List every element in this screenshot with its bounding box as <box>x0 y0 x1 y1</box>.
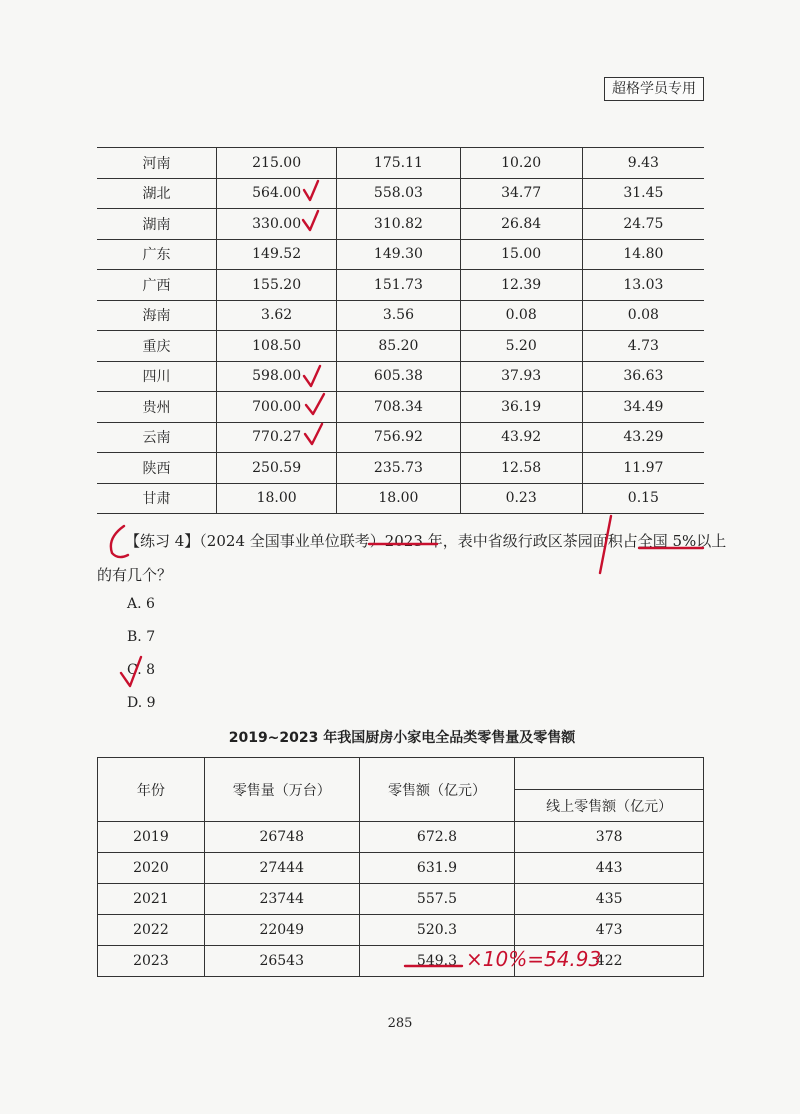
value-cell: 149.30 <box>337 239 460 270</box>
value-cell: 0.08 <box>460 300 582 331</box>
value-cell: 250.59 <box>216 453 336 484</box>
question-stem-line2: 的有几个？ <box>97 566 173 584</box>
amount-cell: 672.8 <box>359 822 515 853</box>
value-cell: 108.50 <box>216 331 336 362</box>
option-c: C. 8 <box>127 662 156 678</box>
table-row <box>97 148 704 179</box>
table-row <box>97 178 704 209</box>
province-cell: 重庆 <box>97 331 216 362</box>
value-cell: 215.00 <box>216 148 336 179</box>
online-cell: 473 <box>515 915 704 946</box>
value-cell: 36.19 <box>460 392 582 423</box>
table-row <box>98 946 704 977</box>
year-cell: 2021 <box>98 884 205 915</box>
value-cell: 0.08 <box>582 300 704 331</box>
province-cell: 贵州 <box>97 392 216 423</box>
table-header-row <box>98 758 704 790</box>
value-cell: 155.20 <box>216 270 336 301</box>
amount-cell: 549.3 <box>359 946 515 977</box>
value-cell: 31.45 <box>582 178 704 209</box>
amount-cell: 631.9 <box>359 853 515 884</box>
value-cell: 310.82 <box>337 209 460 240</box>
province-cell: 甘肃 <box>97 483 216 514</box>
value-cell: 770.27 <box>216 422 336 453</box>
table-row <box>98 853 704 884</box>
province-cell: 云南 <box>97 422 216 453</box>
header-volume: 零售量（万台） <box>204 758 359 822</box>
value-cell: 24.75 <box>582 209 704 240</box>
value-cell: 708.34 <box>337 392 460 423</box>
table-row <box>97 270 704 301</box>
value-cell: 756.92 <box>337 422 460 453</box>
value-cell: 9.43 <box>582 148 704 179</box>
value-cell: 3.62 <box>216 300 336 331</box>
year-cell: 2023 <box>98 946 205 977</box>
value-cell: 36.63 <box>582 361 704 392</box>
value-cell: 11.97 <box>582 453 704 484</box>
year-cell: 2019 <box>98 822 205 853</box>
value-cell: 3.56 <box>337 300 460 331</box>
tea-garden-table <box>97 147 704 514</box>
question-block <box>97 524 727 592</box>
volume-cell: 23744 <box>204 884 359 915</box>
online-cell: 443 <box>515 853 704 884</box>
table-row <box>97 392 704 423</box>
table-row <box>97 209 704 240</box>
province-cell: 陕西 <box>97 453 216 484</box>
value-cell: 149.52 <box>216 239 336 270</box>
answer-options <box>127 593 156 725</box>
value-cell: 10.20 <box>460 148 582 179</box>
province-cell: 四川 <box>97 361 216 392</box>
header-amount: 零售额（亿元） <box>359 758 515 822</box>
value-cell: 14.80 <box>582 239 704 270</box>
usage-stamp: 超格学员专用 <box>604 77 704 101</box>
table-row <box>97 483 704 514</box>
table-row <box>98 884 704 915</box>
value-cell: 4.73 <box>582 331 704 362</box>
online-cell: 435 <box>515 884 704 915</box>
province-cell: 湖南 <box>97 209 216 240</box>
province-cell: 广东 <box>97 239 216 270</box>
option-d: D. 9 <box>127 695 156 711</box>
value-cell: 558.03 <box>337 178 460 209</box>
table-row <box>97 331 704 362</box>
province-cell: 广西 <box>97 270 216 301</box>
province-cell: 河南 <box>97 148 216 179</box>
table-row <box>98 915 704 946</box>
value-cell: 34.77 <box>460 178 582 209</box>
volume-cell: 27444 <box>204 853 359 884</box>
amount-cell: 520.3 <box>359 915 515 946</box>
header-online: 线上零售额（亿元） <box>515 790 704 822</box>
retail-table-title: 2019~2023 年我国厨房小家电全品类零售量及零售额 <box>228 730 576 746</box>
retail-table <box>97 757 704 977</box>
value-cell: 43.92 <box>460 422 582 453</box>
value-cell: 85.20 <box>337 331 460 362</box>
value-cell: 12.58 <box>460 453 582 484</box>
table-row <box>97 422 704 453</box>
table-row <box>97 239 704 270</box>
value-cell: 175.11 <box>337 148 460 179</box>
page-number: 285 <box>387 1016 413 1031</box>
handwritten-calculation: ×10%=54.93 <box>466 947 602 971</box>
table-row <box>97 361 704 392</box>
value-cell: 598.00 <box>216 361 336 392</box>
header-year: 年份 <box>98 758 205 822</box>
value-cell: 605.38 <box>337 361 460 392</box>
value-cell: 34.49 <box>582 392 704 423</box>
volume-cell: 26543 <box>204 946 359 977</box>
option-a: A. 6 <box>127 596 155 612</box>
online-cell: 378 <box>515 822 704 853</box>
value-cell: 18.00 <box>216 483 336 514</box>
table-row <box>98 822 704 853</box>
header-blank <box>515 758 704 790</box>
value-cell: 0.15 <box>582 483 704 514</box>
province-cell: 湖北 <box>97 178 216 209</box>
table-row <box>97 453 704 484</box>
value-cell: 0.23 <box>460 483 582 514</box>
option-b: B. 7 <box>127 629 156 645</box>
value-cell: 151.73 <box>337 270 460 301</box>
value-cell: 564.00 <box>216 178 336 209</box>
online-cell: 422 <box>515 946 704 977</box>
year-cell: 2020 <box>98 853 205 884</box>
value-cell: 700.00 <box>216 392 336 423</box>
year-cell: 2022 <box>98 915 205 946</box>
value-cell: 43.29 <box>582 422 704 453</box>
value-cell: 37.93 <box>460 361 582 392</box>
value-cell: 18.00 <box>337 483 460 514</box>
value-cell: 235.73 <box>337 453 460 484</box>
value-cell: 5.20 <box>460 331 582 362</box>
value-cell: 330.00 <box>216 209 336 240</box>
amount-cell: 557.5 <box>359 884 515 915</box>
value-cell: 13.03 <box>582 270 704 301</box>
value-cell: 15.00 <box>460 239 582 270</box>
question-stem-line1: 【练习 4】（2024 全国事业单位联考）2023 年，表中省级行政区茶园面积占全国 5%以上 <box>125 532 727 550</box>
value-cell: 26.84 <box>460 209 582 240</box>
volume-cell: 26748 <box>204 822 359 853</box>
table-row <box>97 300 704 331</box>
value-cell: 12.39 <box>460 270 582 301</box>
province-cell: 海南 <box>97 300 216 331</box>
volume-cell: 22049 <box>204 915 359 946</box>
